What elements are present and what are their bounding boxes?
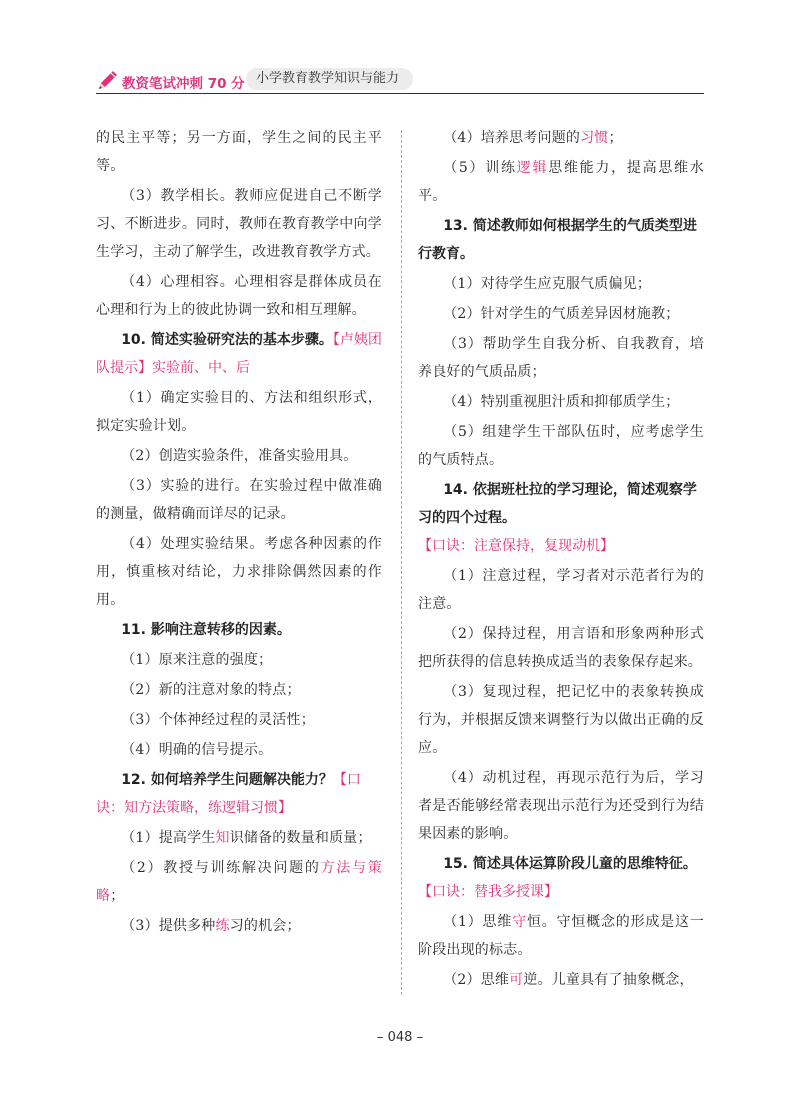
list-item: （1）确定实验目的、方法和组织形式，拟定实验计划。 (96, 390, 382, 434)
list-item: （3）复现过程，把记忆中的表象转换成行为，并根据反馈来调整行为以做出正确的反应。 (418, 684, 704, 756)
highlight: 可 (509, 972, 524, 988)
list-item: （4）动机过程，再现示范行为后，学习者是否能够经常表现出示范行为还受到行为结果因素的影响。 (418, 770, 704, 842)
question-title: 12. 如何培养学生问题解决能力？ (121, 772, 333, 788)
list-item (96, 824, 382, 852)
item-text: ； (110, 888, 125, 904)
question-title: 14. 依据班杜拉的学习理论，简述观察学习的四个过程。 (418, 482, 697, 526)
tip-label: 【卢姨团队提示】 (96, 332, 382, 376)
question-title: 11. 影响注意转移的因素。 (121, 622, 291, 638)
list-item: （4）明确的信号提示。 (121, 742, 273, 758)
highlight: 知 (215, 830, 230, 846)
right-column (418, 124, 704, 996)
item-text: 逆。儿童具有了抽象概念， (523, 972, 694, 988)
paragraph: （4）心理相容。心理相容是群体成员在心理和行为上的彼此协调一致和相互理解。 (96, 274, 382, 318)
question-12-heading (96, 766, 382, 822)
tip-text: 实验前、中、后 (152, 360, 250, 376)
mnemonic-tip: 【口诀：注意保持，复现动机】 (418, 538, 614, 554)
item-text: （2）教授与训练解决问题的 (121, 860, 321, 876)
item-text: 习的机会； (229, 918, 301, 934)
highlight: 练 (215, 918, 230, 934)
list-item: （3）帮助学生自我分析、自我教育，培养良好的气质品质； (418, 336, 704, 380)
highlight: 逻辑 (516, 160, 549, 176)
left-column (96, 124, 382, 942)
list-item (418, 966, 704, 994)
subject-tab: 小学教育教学知识与能力 (246, 68, 413, 90)
question-title: 10. 简述实验研究法的基本步骤。 (121, 332, 333, 348)
question-14-heading (418, 476, 704, 560)
list-item (418, 154, 704, 210)
mnemonic-tip: 【口诀：知方法策略，练逻辑习惯】 (96, 772, 361, 816)
book-title: 教资笔试冲刺 70 分 (122, 76, 245, 92)
list-item (418, 124, 704, 152)
item-text: 思维能力，提高思维水平。 (418, 160, 704, 204)
item-text: （1）提高学生 (121, 830, 216, 846)
list-item (96, 854, 382, 910)
highlight: 方法与策略 (96, 860, 382, 904)
list-item: （2）针对学生的气质差异因材施教； (443, 306, 680, 322)
list-item: （3）个体神经过程的灵活性； (121, 712, 315, 728)
item-text: （5）训练 (443, 160, 517, 176)
highlight: 守 (512, 914, 527, 930)
mnemonic-tip: 【口诀：替我多授课】 (418, 884, 558, 900)
item-text: （4）培养思考问题的 (443, 130, 581, 146)
list-item: （5）组建学生干部队伍时，应考虑学生的气质特点。 (418, 424, 704, 468)
list-item (96, 912, 382, 940)
item-text: 恒。守恒概念的形成是这一阶段出现的标志。 (418, 914, 704, 958)
question-title: 13. 简述教师如何根据学生的气质类型进行教育。 (418, 218, 697, 262)
list-item: （4）特别重视胆汁质和抑郁质学生； (443, 394, 680, 410)
question-title: 15. 简述具体运算阶段儿童的思维特征。 (443, 856, 697, 872)
item-text: ； (608, 130, 623, 146)
item-text: （1）思维 (443, 914, 513, 930)
item-text: 识储备的数量和质量； (229, 830, 372, 846)
pencil-icon (96, 68, 120, 92)
list-item: （1）原来注意的强度； (121, 652, 273, 668)
list-item: （2）新的注意对象的特点； (121, 682, 301, 698)
paragraph: 的民主平等；另一方面，学生之间的民主平等。 (96, 130, 382, 174)
question-15-heading (418, 850, 704, 906)
header-rule (96, 93, 704, 94)
list-item: （1）对待学生应克服气质偏见； (443, 276, 652, 292)
item-text: （2）思维 (443, 972, 510, 988)
question-13-heading (418, 212, 704, 268)
list-item: （1）注意过程，学习者对示范者行为的注意。 (418, 568, 704, 612)
list-item: （2）创造实验条件，准备实验用具。 (121, 448, 358, 464)
list-item: （4）处理实验结果。考虑各种因素的作用，慎重核对结论，力求排除偶然因素的作用。 (96, 536, 382, 608)
list-item: （3）实验的进行。在实验过程中做准确的测量，做精确而详尽的记录。 (96, 478, 382, 522)
paragraph: （3）教学相长。教师应促进自己不断学习、不断进步。同时，教师在教育教学中向学生学习，主动了解学生，改进教育教学方式。 (96, 188, 382, 260)
item-text: （3）提供多种 (121, 918, 216, 934)
question-11-heading (96, 616, 382, 644)
question-10-heading (96, 326, 382, 382)
page-header (96, 66, 704, 98)
column-divider (401, 130, 402, 995)
highlight: 习惯 (580, 130, 609, 146)
list-item (418, 908, 704, 964)
list-item: （2）保持过程，用言语和形象两种形式把所获得的信息转换成适当的表象保存起来。 (418, 626, 704, 670)
page-number: – 048 – (376, 1030, 424, 1045)
